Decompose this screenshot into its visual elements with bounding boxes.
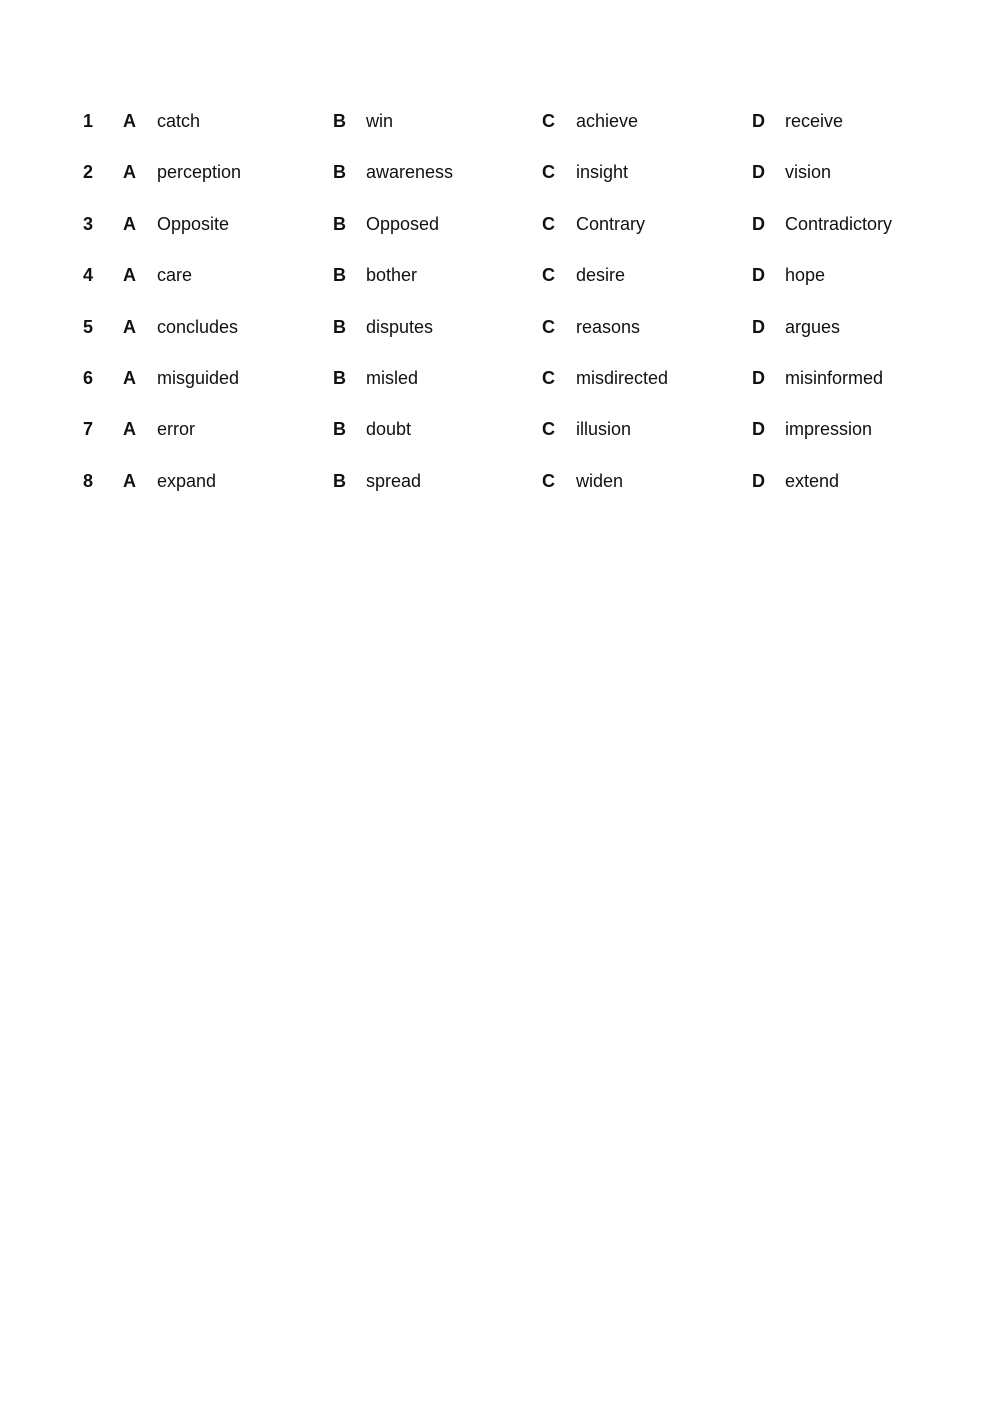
option-letter: C [542,162,555,183]
option-letter: B [333,419,346,440]
option-word: widen [576,470,624,491]
question-row-3 [0,199,1000,250]
option-letter: D [752,111,765,131]
option-word: doubt [366,419,412,440]
option-word: insight [576,162,629,183]
question-row-7 [0,404,1000,455]
question-number: 1 [83,111,94,131]
option-letter: C [542,213,555,234]
option-letter: C [542,111,555,131]
option-word: Contradictory [785,213,893,234]
option-word: receive [785,111,844,131]
option-letter: A [123,470,136,491]
question-row-5 [0,302,1000,353]
option-letter: D [752,162,765,183]
option-word: vision [785,162,832,183]
option-letter: D [752,367,765,388]
option-word: awareness [366,162,454,183]
option-word: error [157,419,196,440]
option-letter: C [542,470,555,491]
option-letter: D [752,265,765,286]
option-letter: A [123,265,136,286]
option-letter: C [542,367,555,388]
question-number: 7 [83,419,94,440]
question-number: 5 [83,316,94,337]
option-letter: B [333,162,346,183]
option-letter: B [333,111,346,131]
option-word: Opposed [366,213,440,234]
option-letter: A [123,367,136,388]
option-word: achieve [576,111,639,131]
option-word: care [157,265,193,286]
question-row-2 [0,147,1000,198]
option-letter: A [123,213,136,234]
option-letter: B [333,470,346,491]
question-row-1 [0,96,1000,147]
option-word: illusion [576,419,632,440]
option-word: spread [366,470,422,491]
question-row-6 [0,353,1000,404]
option-word: misdirected [576,367,669,388]
question-number: 2 [83,162,94,183]
question-number: 8 [83,470,94,491]
option-word: concludes [157,316,239,337]
option-word: bother [366,265,418,286]
option-word: misinformed [785,367,884,388]
option-word: Opposite [157,213,230,234]
option-word: extend [785,470,840,491]
option-word: misled [366,367,419,388]
option-letter: D [752,419,765,440]
option-word: catch [157,111,201,131]
option-word: disputes [366,316,434,337]
question-row-4 [0,250,1000,301]
option-word: desire [576,265,626,286]
option-letter: C [542,316,555,337]
option-letter: A [123,316,136,337]
option-word: perception [157,162,242,183]
option-letter: C [542,419,555,440]
option-letter: B [333,265,346,286]
option-word: Contrary [576,213,646,234]
option-letter: A [123,162,136,183]
option-letter: B [333,213,346,234]
option-word: expand [157,470,217,491]
option-word: reasons [576,316,641,337]
question-number: 4 [83,265,94,286]
option-letter: D [752,213,765,234]
option-letter: B [333,367,346,388]
question-row-8 [0,456,1000,507]
option-word: hope [785,265,826,286]
option-letter: D [752,316,765,337]
option-word: win [366,111,394,131]
option-word: impression [785,419,873,440]
question-number: 6 [83,367,94,388]
question-number: 3 [83,213,94,234]
option-letter: D [752,470,765,491]
option-letter: A [123,111,136,131]
question-list [0,96,1000,507]
option-word: argues [785,316,841,337]
option-letter: C [542,265,555,286]
option-letter: B [333,316,346,337]
option-word: misguided [157,367,240,388]
option-letter: A [123,419,136,440]
